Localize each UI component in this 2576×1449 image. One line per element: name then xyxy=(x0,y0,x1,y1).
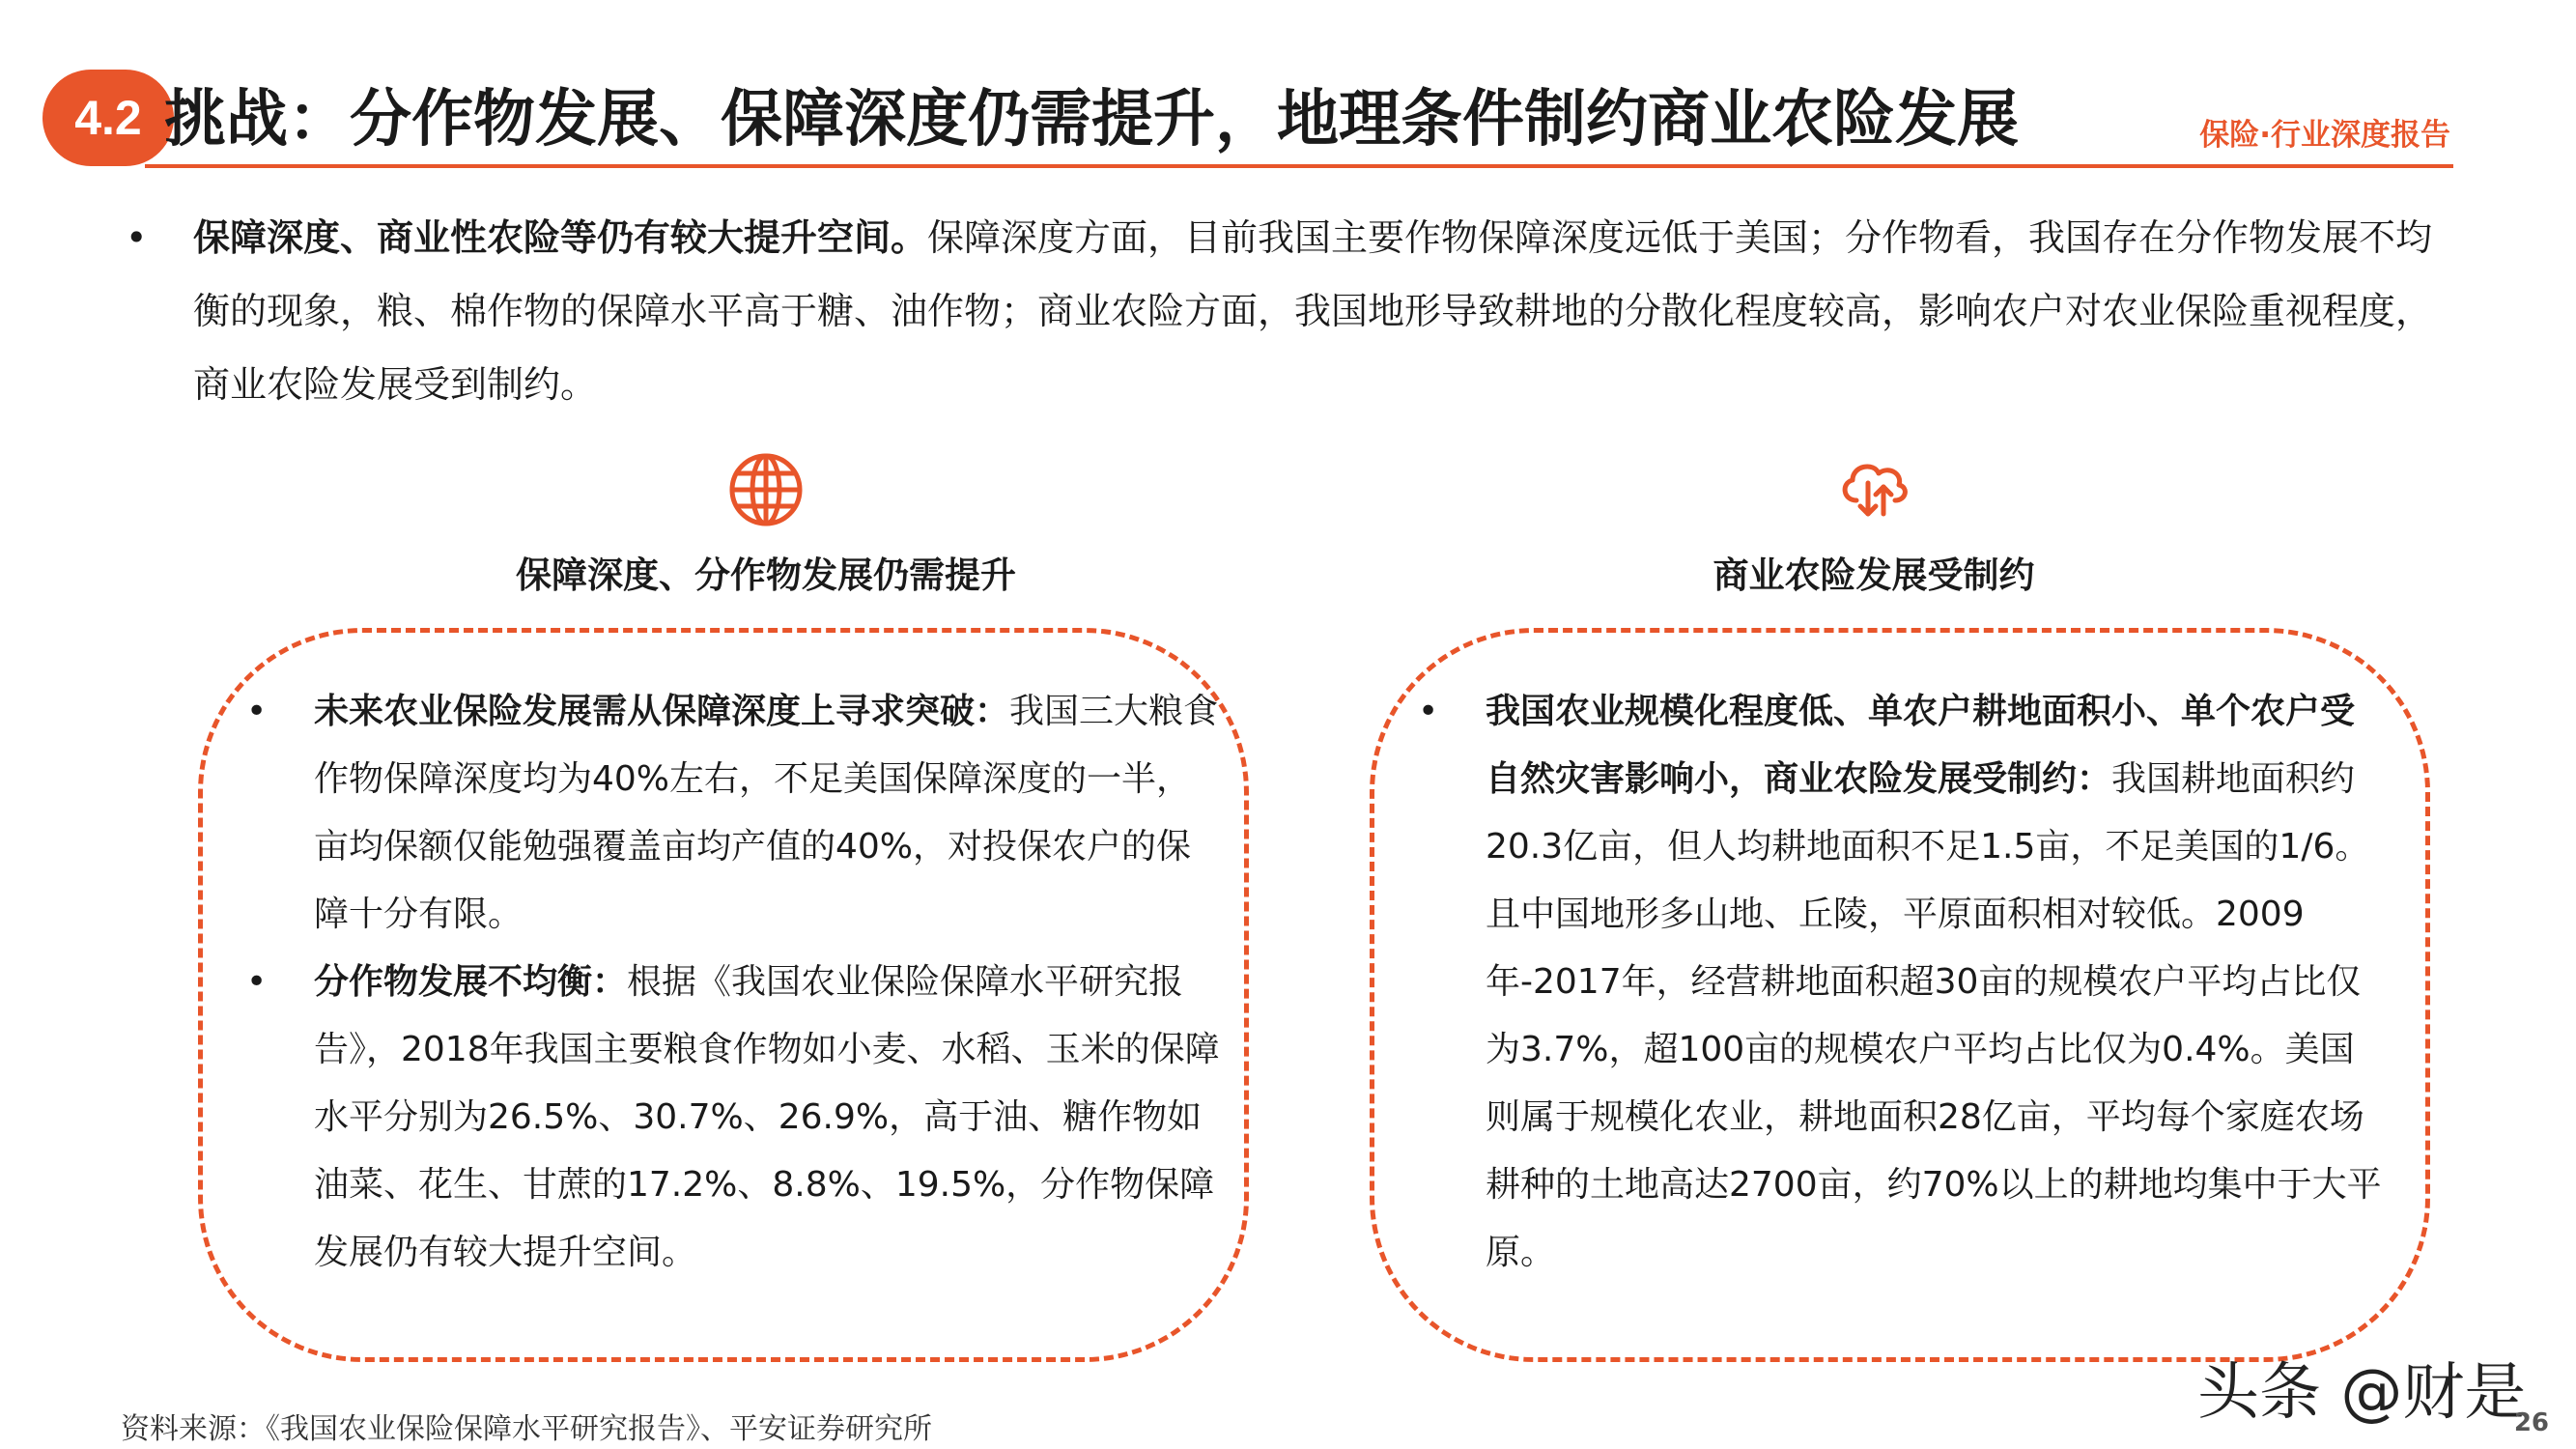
page-number: 26 xyxy=(2513,1408,2549,1437)
left-column-heading: 保障深度、分作物发展仍需提升 xyxy=(516,554,1016,596)
list-item-bold: 分作物发展不均衡： xyxy=(314,962,628,1002)
title-divider xyxy=(145,164,2453,168)
list-bullet: • xyxy=(246,962,268,1002)
list-item xyxy=(246,678,1222,949)
intro-text xyxy=(193,201,2434,421)
globe-icon xyxy=(726,450,806,529)
intro-bold-lead: 保障深度、商业性农险等仍有较大提升空间。 xyxy=(193,216,928,259)
list-item-bold: 未来农业保险发展需从保障深度上寻求突破： xyxy=(314,692,1010,731)
report-tag: 保险·行业深度报告 xyxy=(2199,118,2450,153)
section-number-badge: 4.2 xyxy=(42,70,174,166)
intro-paragraph xyxy=(126,201,2434,421)
list-item-text: 我国耕地面积约20.3亿亩，但人均耕地面积不足1.5亩，不足美国的1/6。且中国地形多山地、丘陵，平原面积相对较低。2009年-2017年，经营耕地面积超30亩的规模农户平均占比仅为3.7%，超100亩的规模农户平均占比仅为0.4%。美国则属于规模化农业，耕地面积28亿亩，平均每个家庭农场耕种的土地高达2700亩，约70%以上的耕地均集中于大平原。 xyxy=(1486,759,2382,1272)
list-item-text: 我国三大粮食作物保障深度均为40%左右，不足美国保障深度的一半，亩均保额仅能勉强覆盖亩均产值的40%，对投保农户的保障十分有限。 xyxy=(314,692,1219,934)
list-bullet: • xyxy=(246,692,268,731)
list-item-bold: 我国农业规模化程度低、单农户耕地面积小、单个农户受自然灾害影响小，商业农险发展受制约： xyxy=(1486,692,2356,799)
right-box-list xyxy=(1418,678,2384,1287)
list-item xyxy=(1418,678,2384,1287)
cloud-transfer-icon xyxy=(1835,454,1912,522)
source-note: 资料来源：《我国农业保险保障水平研究报告》、平安证券研究所 xyxy=(121,1412,932,1446)
list-item xyxy=(246,949,1222,1287)
intro-body: 保障深度方面，目前我国主要作物保障深度远低于美国；分作物看，我国存在分作物发展不均衡的现象，粮、棉作物的保障水平高于糖、油作物；商业农险方面，我国地形导致耕地的分散化程度较高，影响农户对农业保险重视程度，商业农险发展受到制约。 xyxy=(193,216,2433,406)
intro-bullet: • xyxy=(126,216,148,259)
left-box-list xyxy=(246,678,1222,1287)
list-bullet: • xyxy=(1418,692,1439,731)
list-item-text: 根据《我国农业保险保障水平研究报告》，2018年我国主要粮食作物如小麦、水稻、玉米的保障水平分别为26.5%、30.7%、26.9%，高于油、糖作物如油菜、花生、甘蔗的17.2%、8.8%、19.5%，分作物保障发展仍有较大提升空间。 xyxy=(314,962,1220,1272)
right-column-heading: 商业农险发展受制约 xyxy=(1713,554,2035,596)
watermark: 头条 @财是 xyxy=(2197,1357,2527,1429)
page-title: 挑战：分作物发展、保障深度仍需提升，地理条件制约商业农险发展 xyxy=(164,84,2019,156)
